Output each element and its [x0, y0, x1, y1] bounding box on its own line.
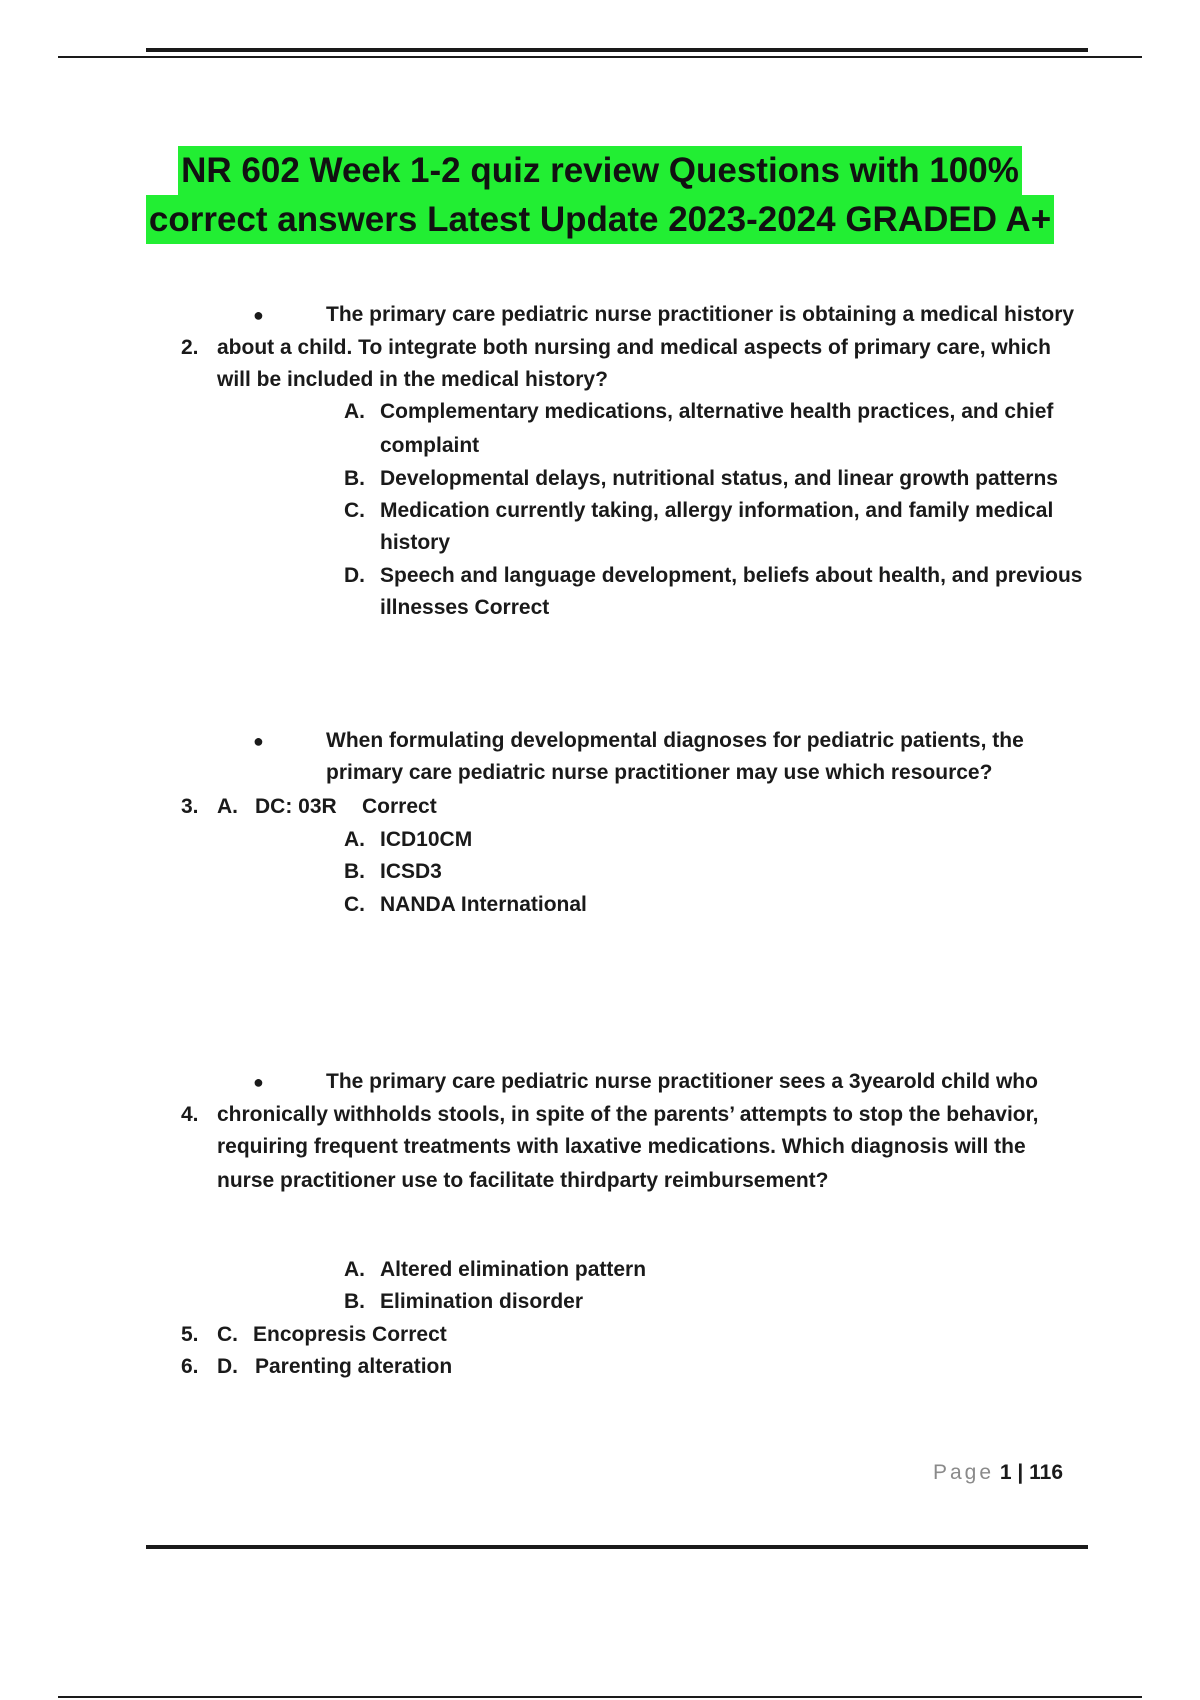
q1-stem-line-3: will be included in the medical history? [217, 368, 608, 391]
q3-stem-line-4: nurse practitioner use to facilitate thirdparty reimbursement? [217, 1169, 829, 1192]
q2-option-b-text: ICSD3 [380, 860, 442, 883]
footer-rule-thick [146, 1545, 1088, 1549]
q3-number: 4. [181, 1103, 199, 1126]
q1-number: 2. [181, 336, 199, 359]
q3-option-d-letter: D. [217, 1355, 238, 1378]
q1-option-c-letter: C. [344, 499, 365, 522]
header-rule-thick [146, 48, 1088, 52]
q3-option-d-text: Parenting alteration [255, 1355, 453, 1378]
q2-option-b-letter: B. [344, 860, 365, 883]
q3-option-c-number: 5. [181, 1323, 199, 1346]
q1-option-d-line-2: illnesses Correct [380, 596, 550, 619]
q1-option-d-line-1: Speech and language development, beliefs about health, and previous [380, 564, 1083, 587]
q3-option-a-text: Altered elimination pattern [380, 1258, 647, 1281]
q3-option-c-text: Encopresis Correct [253, 1323, 447, 1346]
q2-first-option-letter: A. [217, 795, 238, 818]
page-count: 1 | 116 [999, 1461, 1063, 1484]
q3-stem-line-1: The primary care pediatric nurse practitioner sees a 3yearold child who [326, 1070, 1038, 1093]
q2-option-a-text: ICD10CM [380, 828, 473, 851]
q1-option-a-line-2: complaint [380, 434, 480, 457]
q1-stem-line-2: about a child. To integrate both nursing and medical aspects of primary care, which [217, 336, 1051, 359]
q3-option-a-letter: A. [344, 1258, 365, 1281]
q1-option-a-line-1: Complementary medications, alternative health practices, and chief [380, 400, 1054, 423]
bullet-q3: ● [253, 1072, 264, 1092]
header-rule-thin [58, 56, 1142, 58]
document-title [0, 146, 1200, 244]
q1-option-a-letter: A. [344, 400, 365, 423]
q3-option-d-number: 6. [181, 1355, 199, 1378]
q2-first-option-text: DC: 03R [255, 795, 337, 818]
page-number [933, 1457, 1063, 1489]
q1-option-d-letter: D. [344, 564, 365, 587]
title-line-1: NR 602 Week 1-2 quiz review Questions with 100% [178, 146, 1022, 195]
q3-option-b-text: Elimination disorder [380, 1290, 584, 1313]
q2-first-option-number: 3. [181, 795, 199, 818]
bullet-q2: ● [253, 731, 264, 751]
q1-option-b-line-1: Developmental delays, nutritional status, and linear growth patterns [380, 467, 1058, 490]
q1-option-b-letter: B. [344, 467, 365, 490]
q1-option-c-line-2: history [380, 531, 451, 554]
q1-option-c-line-1: Medication currently taking, allergy information, and family medical [380, 499, 1054, 522]
q3-stem-line-2: chronically withholds stools, in spite of the parents’ attempts to stop the behavior, [217, 1103, 1039, 1126]
q1-stem-line-1: The primary care pediatric nurse practitioner is obtaining a medical history [326, 303, 1075, 326]
q2-option-c-text: NANDA International [380, 893, 587, 916]
q2-first-option-correct-mark: Correct [362, 795, 437, 818]
q3-option-b-letter: B. [344, 1290, 365, 1313]
q3-option-c-letter: C. [217, 1323, 238, 1346]
q2-option-c-letter: C. [344, 893, 365, 916]
page-word: Page [933, 1461, 995, 1484]
title-line-2: correct answers Latest Update 2023-2024 GRADED A+ [146, 195, 1054, 244]
q2-option-a-letter: A. [344, 828, 365, 851]
q3-stem-line-3: requiring frequent treatments with laxative medications. Which diagnosis will the [217, 1135, 1026, 1158]
bullet-q1: ● [253, 305, 264, 325]
q2-stem-line-1: When formulating developmental diagnoses for pediatric patients, the [326, 729, 1024, 752]
q2-stem-line-2: primary care pediatric nurse practitioner may use which resource? [326, 761, 993, 784]
footer-rule-thin [58, 1696, 1142, 1698]
